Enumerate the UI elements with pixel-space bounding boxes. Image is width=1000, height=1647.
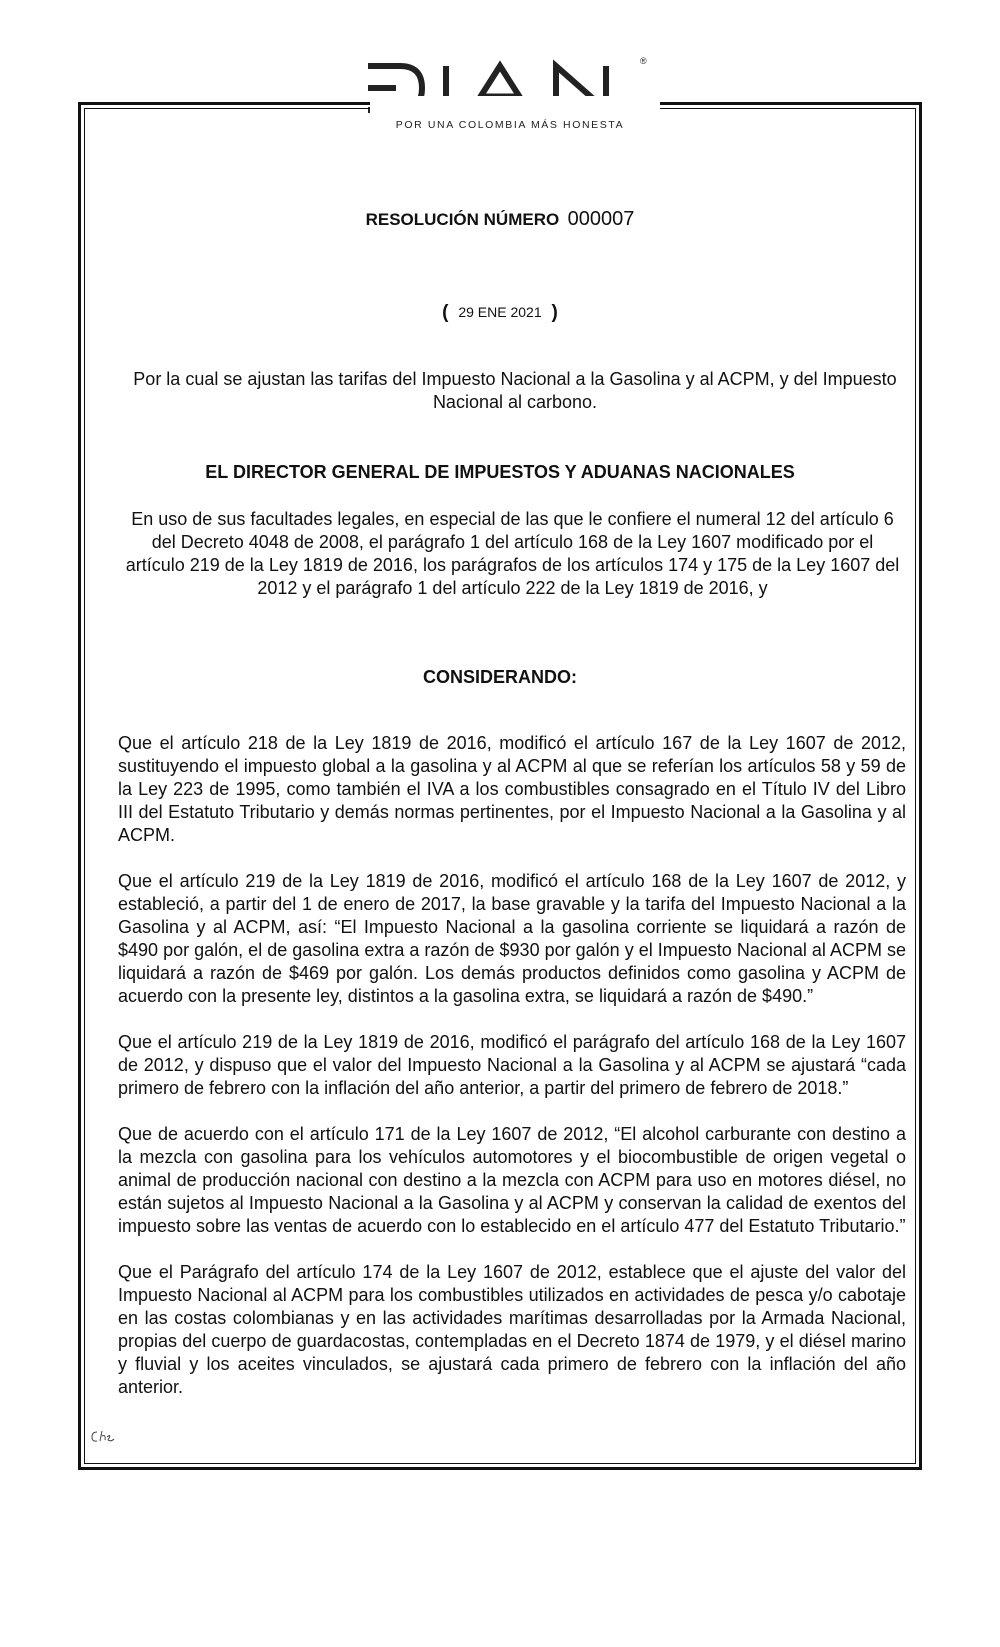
date-close-paren: ) [551, 302, 558, 323]
frame-logo-gap [370, 96, 660, 114]
director-title: EL DIRECTOR GENERAL DE IMPUESTOS Y ADUANAS NACIONALES [205, 462, 795, 482]
resolution-date [0, 302, 1000, 324]
considerando-paragraph: Que el artículo 219 de la Ley 1819 de 2016, modificó el artículo 168 de la Ley 1607 de 2012, y estableció, a partir del 1 de enero de 2017, la base gravable y la tarifa del Impuesto Nacional a la Gasolina y al ACPM, así: “El Impuesto Nacional a la gasolina corriente se liquidará a razón de $490 por galón, el de gasolina extra a razón de $930 por galón y el Impuesto Nacional al ACPM se liquidará a razón de $469 por galón. Los demás productos definidos como gasolina y ACPM de acuerdo con la presente ley, distintos a la gasolina extra, se liquidará a razón de $490.” [118, 871, 906, 1006]
logo-tagline: POR UNA COLOMBIA MÁS HONESTA [395, 119, 625, 131]
legal-powers: En uso de sus facultades legales, en especial de las que le confiere el numeral 12 del artículo 6 del Decreto 4048 de 2008, el parágrafo 1 del artículo 168 de la Ley 1607 modificado por el artículo 219 de la Ley 1819 de 2016, los parágrafos de los artículos 174 y 175 de la Ley 1607 del 2012 y el parágrafo 1 del artículo 222 de la Ley 1819 de 2016, y [125, 509, 900, 598]
resolution-number: 000007 [567, 208, 635, 230]
date-text: 29 ENE 2021 [458, 304, 542, 320]
considerando-paragraph: Que de acuerdo con el artículo 171 de la Ley 1607 de 2012, “El alcohol carburante con destino a la mezcla con gasolina para los vehículos automotores y el biocombustible de origen vegetal o animal de producción nacional con destino a la mezcla con ACPM para uso en motores diésel, no están sujetos al Impuesto Nacional a la Gasolina y al ACPM y conservan la calidad de exentos del impuesto sobre las ventas de acuerdo con lo establecido en el artículo 477 del Estatuto Tributario.” [118, 1124, 906, 1236]
considerando-heading: CONSIDERANDO: [422, 667, 577, 687]
date-open-paren: ( [442, 302, 449, 323]
considerando-paragraph: Que el artículo 219 de la Ley 1819 de 2016, modificó el parágrafo del artículo 168 de la Ley 1607 de 2012, y dispuso que el valor del Impuesto Nacional a la Gasolina y al ACPM se ajustará “cada primero de febrero con la inflación del año anterior, a partir del primero de febrero de 2018.” [118, 1032, 906, 1098]
considerando-paragraph: Que el artículo 218 de la Ley 1819 de 2016, modificó el artículo 167 de la Ley 1607 de 2012, sustituyendo el impuesto global a la gasolina y al ACPM al que se referían los artículos 58 y 59 de la Ley 223 de 1995, como también el IVA a los combustibles consagrado en el Título IV del Libro III del Estatuto Tributario y demás normas pertinentes, por el Impuesto Nacional a la Gasolina y al ACPM. [118, 733, 906, 845]
resolution-label: RESOLUCIÓN NÚMERO [365, 210, 560, 229]
considerando-body [118, 732, 906, 1422]
handwritten-initials [90, 1428, 116, 1444]
considerando-paragraph: Que el Parágrafo del artículo 174 de la Ley 1607 de 2012, establece que el ajuste del valor del Impuesto Nacional al ACPM para los combustibles utilizados en actividades de pesca y/o cabotaje en las costas colombianas y en las actividades marítimas desarrolladas por la Armada Nacional, propias del cuerpo de guardacostas, contempladas en el Decreto 1874 de 1979, y el diésel marino y fluvial y los aceites vinculados, se ajustará cada primero de febrero con la inflación del año anterior. [118, 1262, 906, 1397]
registered-mark: ® [640, 56, 647, 66]
resolution-heading [0, 208, 1000, 231]
resolution-subject: Por la cual se ajustan las tarifas del Impuesto Nacional a la Gasolina y al ACPM, y del Impuesto Nacional al carbono. [133, 369, 897, 412]
